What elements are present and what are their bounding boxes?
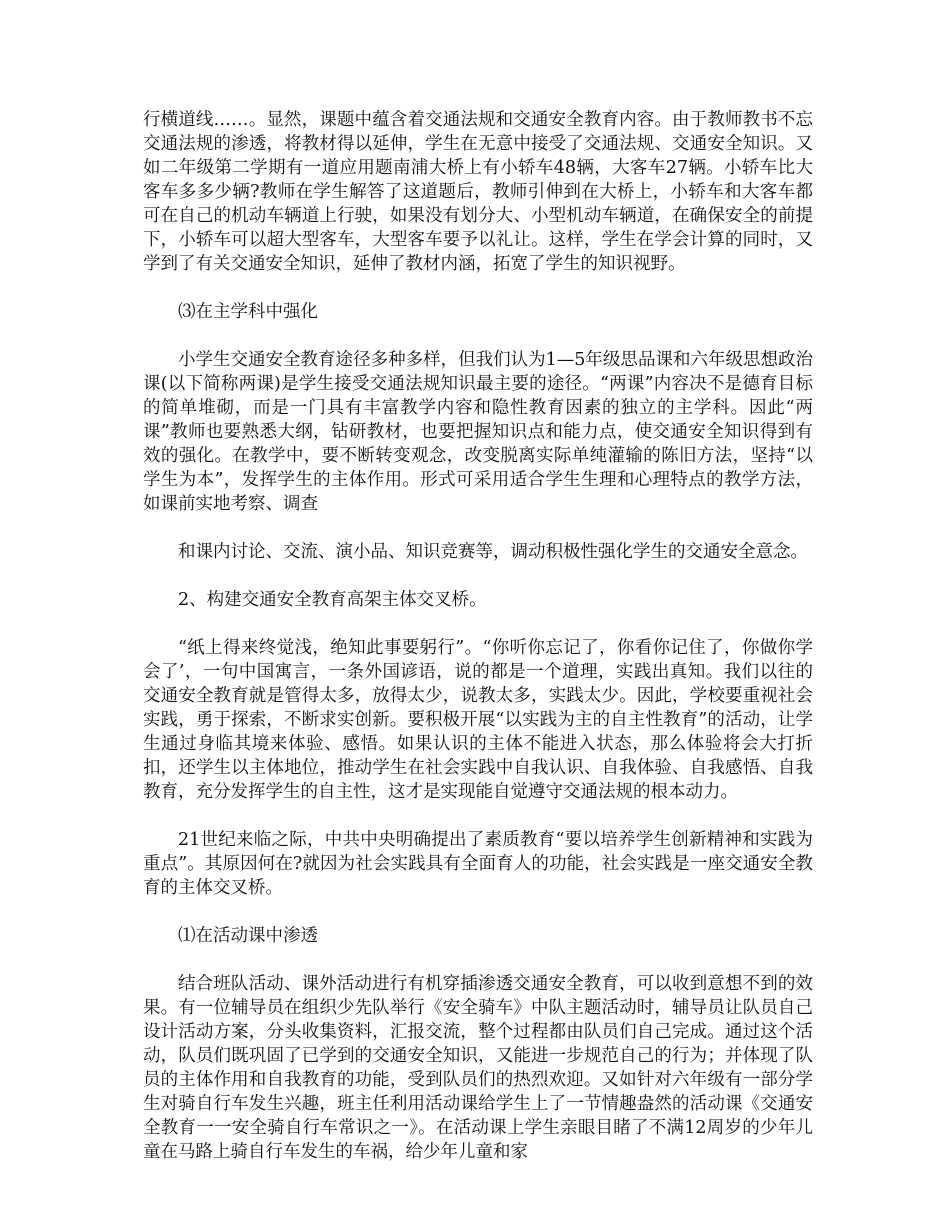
paragraph: 小学生交通安全教育途径多种多样，但我们认为1—5年级思品课和六年级思想政治课(以下简称两课)是学生接受交通法规知识最主要的途径。“两课”内容决不是德育目标的简单堆砌，而是一门具有丰富教学内容和隐性教育因素的独立的主学科。因此“两课”教师也要熟悉大纲，钻研教材，也要把握知识点和能力点，使交通安全知识得到有效的强化。在教学中，要不断转变观念，改变脱离实际单纯灌输的陈旧方法，坚持“以学生为本”，发挥学生的主体作用。形式可采用适合学生生理和心理特点的教学方法，如课前实地考察、调查 xyxy=(143,350,813,514)
paragraph: 结合班队活动、课外活动进行有机穿插渗透交通安全教育，可以收到意想不到的效果。有一位辅导员在组织少先队举行《安全骑车》中队主题活动时，辅导员让队员自己设计活动方案，分头收集资料，汇报交流，整个过程都由队员们自己完成。通过这个活动，队员们既巩固了已学到的交通安全知识，又能进一步规范自己的行为；并体现了队员的主体作用和自我教育的功能，受到队员们的热烈欢迎。又如针对六年级有一部分学生对骑自行车发生兴趣，班主任利用活动课给学生上了一节情趣盎然的活动课《交通安全教育一一安全骑自行车常识之一》。在活动课上学生亲眼目睹了不满12周岁的少年儿童在马路上骑自行车发生的车祸，给少年儿童和家 xyxy=(143,974,813,1162)
paragraph: “纸上得来终觉浅，绝知此事要躬行”。“你听你忘记了，你看你记住了，你做你学会了’，一句中国寓言，一条外国谚语，说的都是一个道理，实践出真知。我们以往的交通安全教育就是管得太多，放得太少，说教太多，实践太少。因此，学校要重视社会实践，勇于探索，不断求实创新。要积极开展“以实践为主的自主性教育”的活动，让学生通过身临其境来体验、感悟。如果认识的主体不能进入状态，那么体验将会大打折扣，还学生以主体地位，推动学生在社会实践中自我认识、自我体验、自我感悟、自我教育，充分发挥学生的自主性，这才是实现能自觉遵守交通法规的根本动力。 xyxy=(143,638,813,802)
document-page xyxy=(143,108,813,1164)
section-heading: ⑶在主学科中强化 xyxy=(178,302,318,322)
paragraph: 和课内讨论、交流、演小品、知识竞赛等，调动积极性强化学生的交通安全意念。 xyxy=(178,542,808,562)
section-heading: ⑴在活动课中渗透 xyxy=(178,926,318,946)
section-heading: 2、构建交通安全教育高架主体交叉桥。 xyxy=(178,590,487,610)
paragraph: 21世纪来临之际，中共中央明确提出了素质教育“要以培养学生创新精神和实践为重点”。其原因何在?就因为社会实践具有全面育人的功能，社会实践是一座交通安全教育的主体交叉桥。 xyxy=(143,830,813,898)
paragraph: 行横道线……。显然，课题中蕴含着交通法规和交通安全教育内容。由于教师教书不忘交通法规的渗透，将教材得以延伸，学生在无意中接受了交通法规、交通安全知识。又如二年级第二学期有一道应用题南浦大桥上有小轿车48辆，大客车27辆。小轿车比大客车多多少辆?教师在学生解答了这道题后，教师引伸到在大桥上，小轿车和大客车都可在自己的机动车辆道上行驶，如果没有划分大、小型机动车辆道，在确保安全的前提下，小轿车可以超大型客车，大型客车要予以礼让。这样，学生在学会计算的同时，又学到了有关交通安全知识，延伸了教材内涵，拓宽了学生的知识视野。 xyxy=(143,110,813,274)
